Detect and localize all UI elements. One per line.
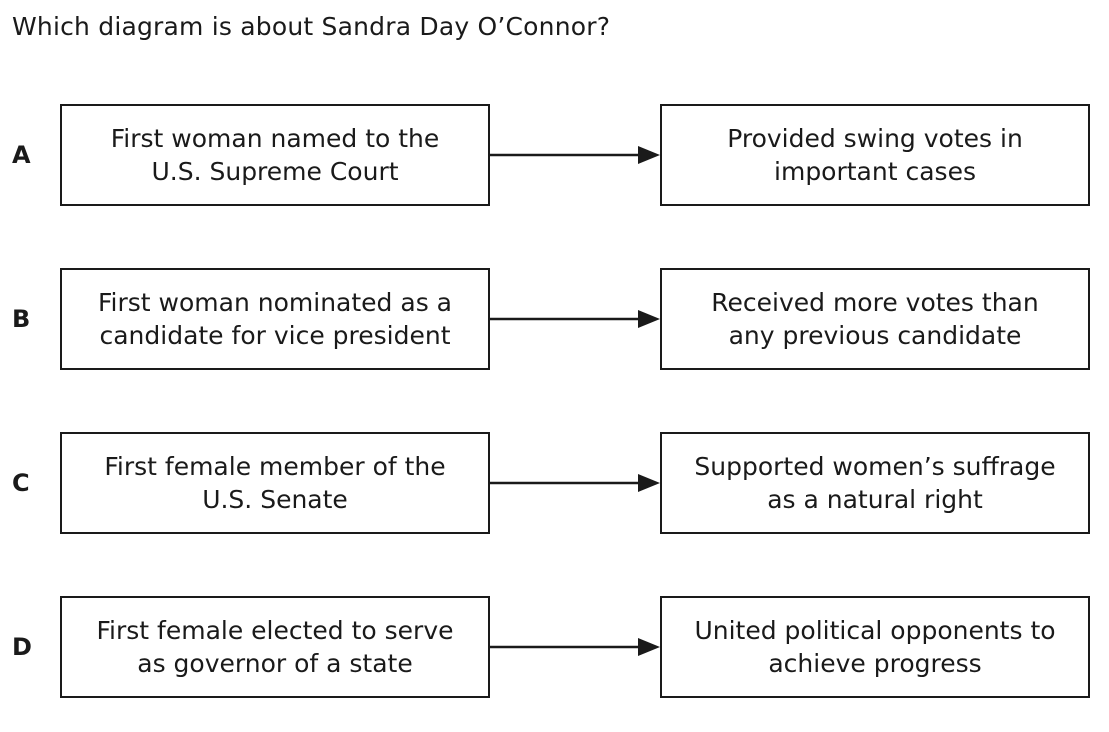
option-letter: D (12, 633, 32, 661)
effect-text: Supported women’s suffrage as a natural right (694, 452, 1056, 514)
effect-text: United political opponents to achieve progress (694, 616, 1056, 678)
option-d[interactable] (0, 596, 1109, 698)
cause-box (60, 596, 490, 698)
effect-box (660, 268, 1090, 370)
cause-box (60, 432, 490, 534)
effect-text: Received more votes than any previous candidate (711, 288, 1039, 350)
option-a[interactable] (0, 104, 1109, 206)
cause-text: First female elected to serve as governor of a state (96, 616, 454, 678)
option-b[interactable] (0, 268, 1109, 370)
option-letter: B (12, 305, 31, 333)
option-letter: A (12, 141, 31, 169)
arrow-icon (488, 309, 662, 329)
effect-box (660, 104, 1090, 206)
effect-box (660, 432, 1090, 534)
arrow-icon (488, 637, 662, 657)
effect-box (660, 596, 1090, 698)
cause-box (60, 268, 490, 370)
option-letter: C (12, 469, 30, 497)
arrow-icon (488, 145, 662, 165)
arrow-icon (488, 473, 662, 493)
question-text: Which diagram is about Sandra Day O’Connor? (12, 12, 611, 41)
option-c[interactable] (0, 432, 1109, 534)
cause-text: First woman nominated as a candidate for vice president (98, 288, 452, 350)
cause-box (60, 104, 490, 206)
cause-text: First woman named to the U.S. Supreme Court (110, 124, 440, 186)
effect-text: Provided swing votes in important cases (727, 124, 1023, 186)
cause-text: First female member of the U.S. Senate (104, 452, 446, 514)
